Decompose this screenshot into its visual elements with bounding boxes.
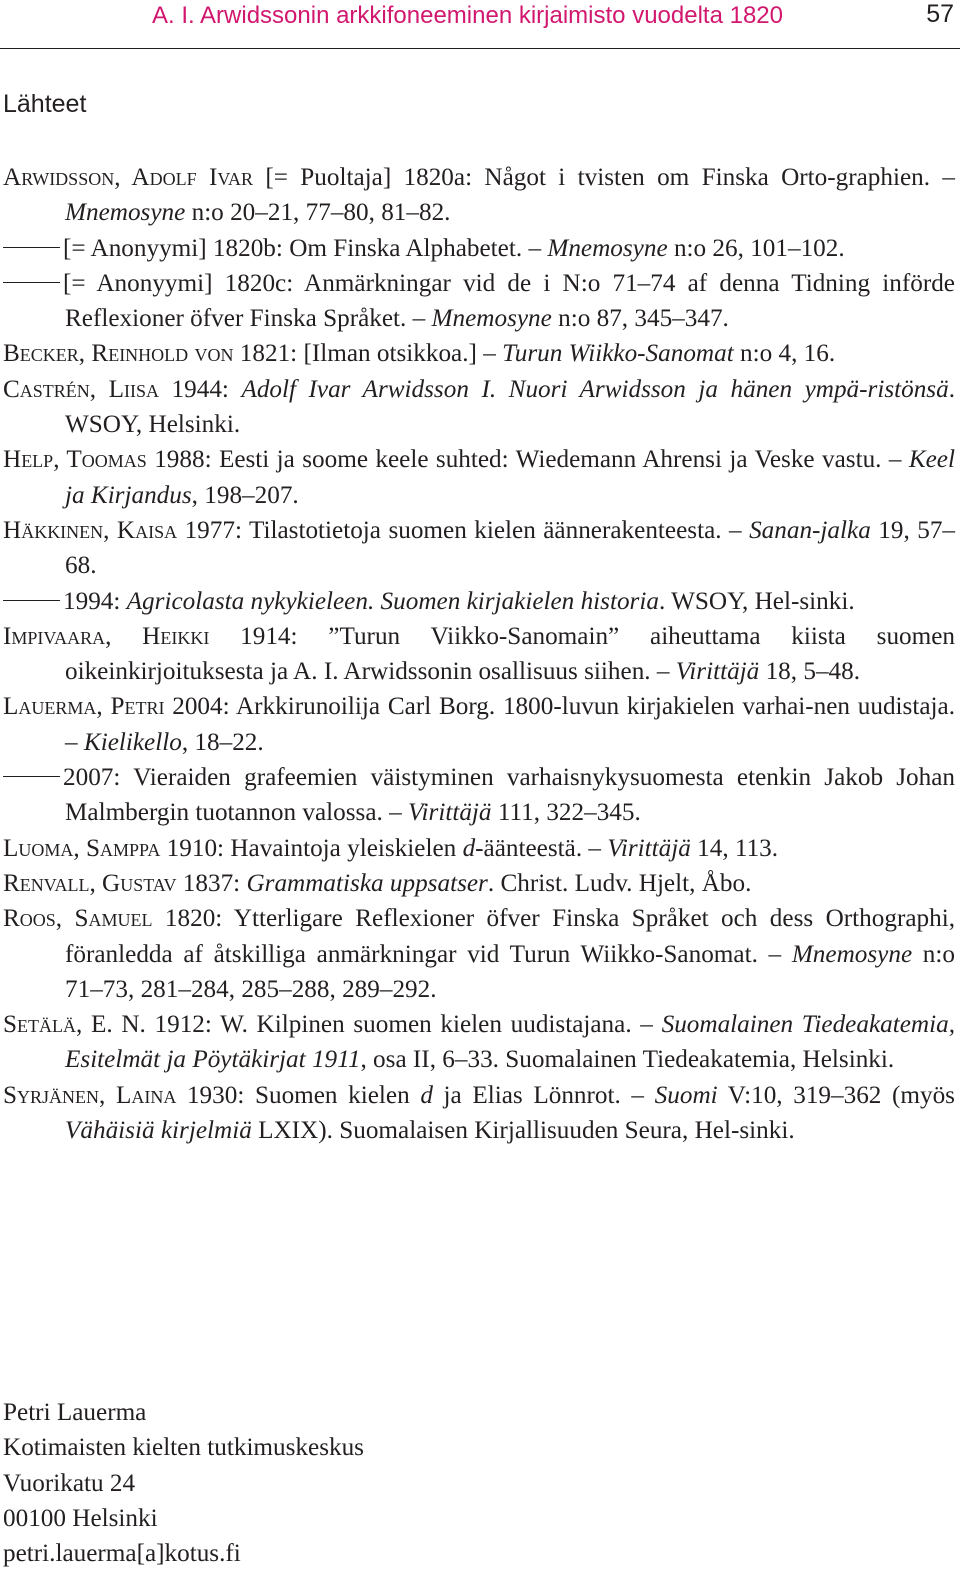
- reference-author: Castrén, Liisa: [3, 375, 160, 403]
- reference-text: [= Puoltaja] 1820a: Något i tvisten om Finska Orto-graphien. –: [253, 164, 955, 191]
- reference-text: 18, 5–48.: [759, 658, 861, 686]
- reference-text: V:10, 319–362 (myös: [717, 1081, 955, 1109]
- reference-title-italic: Agricolasta nykykieleen. Suomen kirjakielen historia: [126, 587, 659, 615]
- reference-list: [3, 160, 955, 1148]
- reference-text: 19, 57–68.: [65, 516, 955, 580]
- reference-title-italic: Suomalainen Tiedeakatemia, Esitelmät ja Pöytäkirjat 1911: [65, 1011, 955, 1074]
- reference-text: . Christ. Ludv. Hjelt, Åbo.: [487, 869, 752, 897]
- reference-text: , 198–207.: [191, 481, 299, 509]
- running-title: A. I. Arwidssonin arkkifoneeminen kirjaimisto vuodelta 1820: [152, 2, 783, 29]
- reference-text: n:o 87, 345–347.: [551, 305, 729, 333]
- reference-author: Impivaara, Heikki: [3, 622, 210, 650]
- reference-title-italic: Vähäisiä kirjelmiä: [65, 1117, 252, 1145]
- reference-author: Lauerma, Petri: [3, 693, 165, 721]
- reference-text: 1837:: [176, 869, 247, 897]
- reference-text: n:o 71–73, 281–284, 285–288, 289–292.: [65, 940, 955, 1003]
- reference-entry: [3, 584, 955, 619]
- author-address: [3, 1395, 364, 1571]
- reference-text: 1820: Ytterligare Reflexioner öfver Finska Språket och dess Orthographi, föranledda af åtskilliga anmärkningar vid Turun Wiikko-Sanomat. –: [65, 905, 955, 968]
- reference-text: . WSOY, Hel-sinki.: [658, 587, 855, 615]
- reference-text: -äänteestä. –: [475, 834, 608, 862]
- reference-entry: [3, 336, 955, 371]
- reference-title-italic: d: [420, 1081, 433, 1109]
- reference-title-italic: Mnemosyne: [65, 199, 186, 227]
- address-street: Vuorikatu 24: [3, 1469, 136, 1497]
- reference-entry: [3, 160, 955, 231]
- reference-text: 1821: [Ilman otsikkoa.] –: [233, 340, 503, 368]
- reference-author: Häkkinen, Kaisa: [3, 516, 178, 544]
- reference-text: n:o 4, 16.: [733, 340, 836, 368]
- reference-author: Setälä, E. N.: [3, 1011, 146, 1039]
- reference-entry: [3, 266, 955, 337]
- reference-text: 1912: W. Kilpinen suomen kielen uudistajana. –: [145, 1011, 662, 1039]
- reference-entry: [3, 1078, 955, 1149]
- reference-text: 2007: Vieraiden grafeemien väistyminen varhaisnykysuomesta etenkin Jakob Johan Malmbergin tuotannon valossa. –: [63, 764, 955, 827]
- reference-title-italic: Turun Wiikko-Sanomat: [502, 340, 734, 368]
- reference-text: LXIX). Suomalaisen Kirjallisuuden Seura, Hel-sinki.: [251, 1117, 795, 1145]
- reference-title-italic: Mnemosyne: [547, 234, 668, 262]
- reference-entry: [3, 442, 955, 513]
- reference-title-italic: Sanan-jalka: [749, 516, 871, 544]
- reference-author: Renvall, Gustav: [3, 869, 177, 897]
- reference-title-italic: Kielikello: [83, 728, 182, 756]
- reference-text: 1944:: [159, 375, 242, 403]
- reference-title-italic: Virittäjä: [607, 834, 691, 862]
- reference-title-italic: Virittäjä: [675, 658, 760, 686]
- reference-author: Syrjänen, Laina: [3, 1081, 177, 1109]
- reference-entry: [3, 760, 955, 831]
- reference-entry: [3, 831, 955, 866]
- reference-text: 1977: Tilastotietoja suomen kielen äännerakenteesta. –: [177, 516, 750, 544]
- running-head: [0, 0, 960, 49]
- reference-title-italic: Grammatiska uppsatser: [246, 869, 488, 897]
- reference-text: n:o 26, 101–102.: [667, 234, 845, 262]
- address-name: Petri Lauerma: [3, 1399, 147, 1426]
- reference-entry: [3, 619, 955, 690]
- reference-text: ja Elias Lönnrot. –: [432, 1081, 655, 1109]
- reference-entry: [3, 513, 955, 584]
- repeat-author-dash: [3, 776, 60, 777]
- reference-title-italic: Keel ja Kirjandus: [65, 446, 955, 509]
- reference-entry: [3, 689, 955, 760]
- reference-title-italic: d: [462, 834, 476, 862]
- reference-author: Luoma, Samppa: [3, 834, 161, 862]
- reference-text: 1930: Suomen kielen: [176, 1081, 421, 1109]
- reference-text: 111, 322–345.: [491, 799, 641, 827]
- reference-entry: [3, 901, 955, 1007]
- repeat-author-dash: [3, 600, 60, 601]
- reference-title-italic: Mnemosyne: [791, 940, 913, 968]
- reference-text: n:o 20–21, 77–80, 81–82.: [185, 199, 451, 227]
- reference-title-italic: Virittäjä: [408, 799, 492, 827]
- reference-text: 2004: Arkkirunoilija Carl Borg. 1800-luvun kirjakielen varhai-nen uudistaja. –: [65, 693, 955, 756]
- reference-author: Roos, Samuel: [3, 905, 153, 933]
- reference-text: 1994:: [63, 587, 127, 615]
- address-email: petri.lauerma[a]kotus.fi: [3, 1540, 241, 1568]
- reference-title-italic: Mnemosyne: [431, 305, 552, 333]
- reference-text: [= Anonyymi] 1820c: Anmärkningar vid de i N:o 71–74 af denna Tidning införde Reflexioner öfver Finska Språket. –: [63, 269, 955, 333]
- reference-text: 1988: Eesti ja soome keele suhted: Wiedemann Ahrensi ja Veske vastu. –: [146, 446, 909, 474]
- repeat-author-dash: [3, 247, 60, 248]
- reference-entry: [3, 372, 955, 443]
- repeat-author-dash: [3, 282, 60, 283]
- reference-entry: [3, 231, 955, 266]
- address-institution: Kotimaisten kielten tutkimuskeskus: [3, 1434, 364, 1462]
- reference-title-italic: Adolf Ivar Arwidsson I. Nuori Arwidsson ja hänen ympä-ristönsä: [241, 375, 949, 403]
- reference-title-italic: Suomi: [654, 1081, 718, 1109]
- reference-entry: [3, 1007, 955, 1078]
- section-title: Lähteet: [3, 90, 87, 118]
- reference-author: Arwidsson, Adolf Ivar: [3, 164, 254, 191]
- reference-text: 1910: Havaintoja yleiskielen: [160, 834, 463, 862]
- reference-entry: [3, 866, 955, 901]
- reference-text: 14, 113.: [690, 834, 779, 862]
- reference-text: , 18–22.: [181, 728, 264, 756]
- reference-text: . WSOY, Helsinki.: [65, 375, 956, 439]
- reference-text: , osa II, 6–33. Suomalainen Tiedeakatemia, Helsinki.: [360, 1046, 895, 1074]
- page-number: 57: [926, 0, 954, 28]
- reference-text: 1914: ”Turun Viikko-Sanomain” aiheuttama kiista suomen oikeinkirjoituksesta ja A. I. Arwidssonin osallisuus siihen. –: [65, 622, 955, 686]
- reference-text: [= Anonyymi] 1820b: Om Finska Alphabetet. –: [63, 234, 548, 262]
- reference-author: Becker, Reinhold von: [3, 340, 234, 368]
- address-city: 00100 Helsinki: [3, 1504, 158, 1532]
- reference-author: Help, Toomas: [3, 446, 147, 474]
